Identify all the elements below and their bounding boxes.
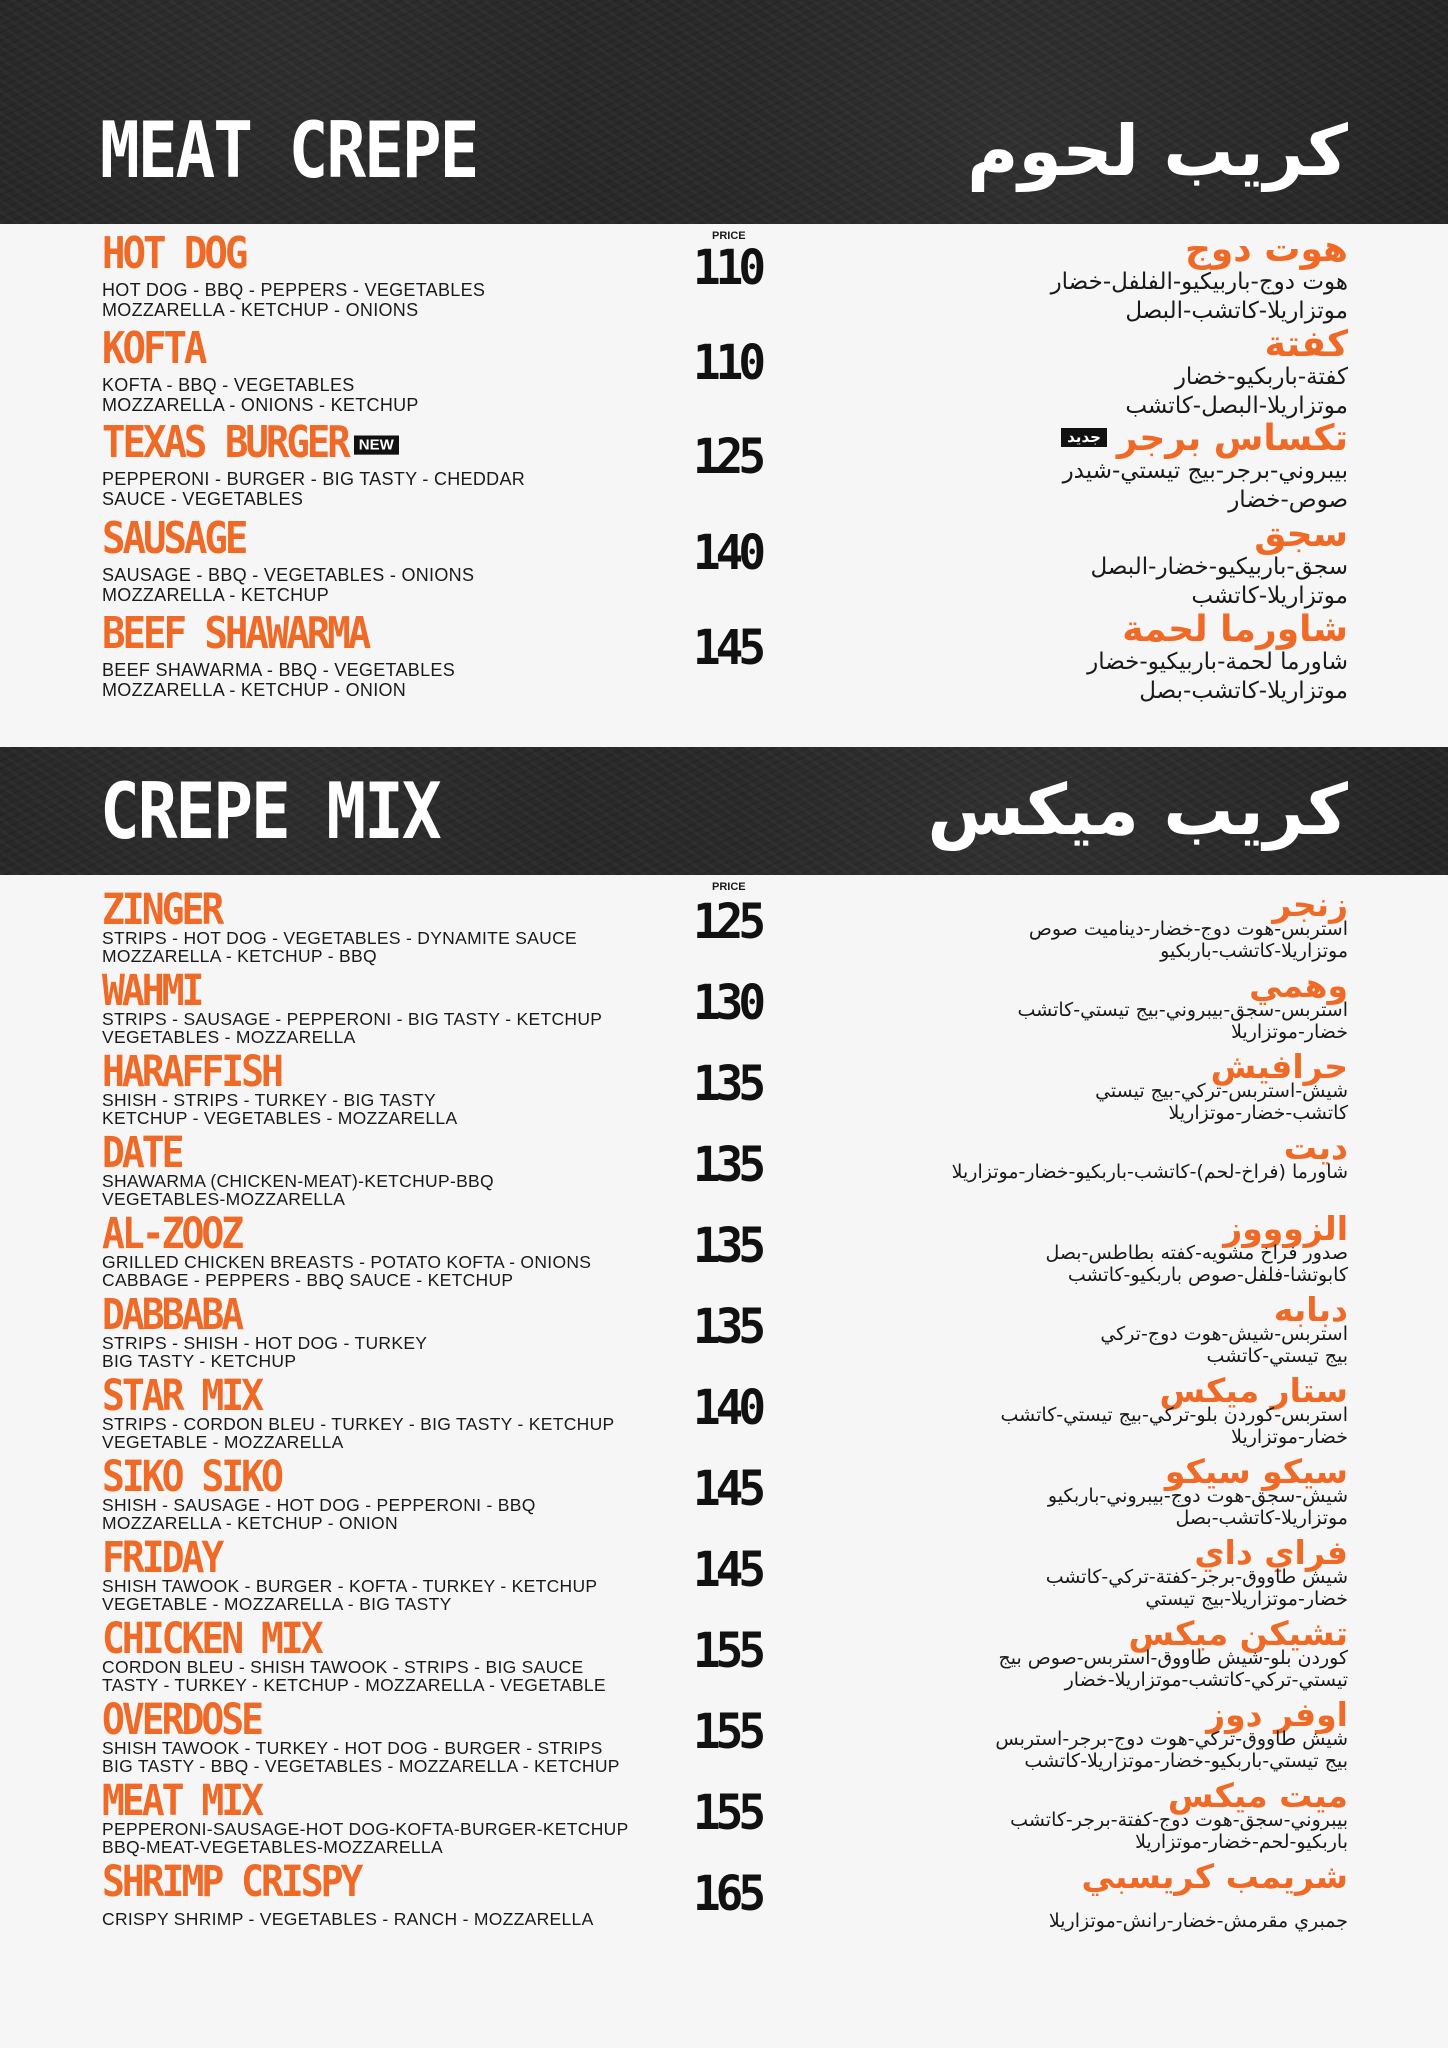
item-name-ar — [1273, 1290, 1348, 1329]
item-price: 110 — [692, 333, 762, 391]
item-name-en-text: SHRIMP CRISPY — [102, 1856, 361, 1906]
crepe-mix-header-band — [0, 747, 1448, 875]
item-name-en — [102, 1370, 262, 1420]
item-description-ar: استربس-هوت دوج-خضار-ديناميت صوص — [1028, 918, 1348, 940]
item-price: 135 — [692, 1135, 762, 1193]
item-price: 135 — [692, 1054, 762, 1112]
item-name-ar — [1194, 1533, 1348, 1572]
item-description-en: BBQ-MEAT-VEGETABLES-MOZZARELLA — [102, 1837, 443, 1857]
item-name-en — [102, 965, 202, 1015]
item-price: 140 — [692, 523, 762, 581]
item-price: 125 — [692, 892, 762, 950]
item-description-en: SHISH TAWOOK - BURGER - KOFTA - TURKEY - KETCHUP — [102, 1576, 598, 1596]
item-description-ar: سجق-باربيكيو-خضار-البصل — [1090, 554, 1348, 580]
item-description-en: MOZZARELLA - KETCHUP - BBQ — [102, 946, 377, 966]
item-price: 140 — [692, 1378, 762, 1436]
item-name-ar — [1061, 418, 1348, 459]
item-description-ar: هوت دوج-باربيكيو-الفلفل-خضار — [1050, 269, 1348, 295]
item-name-ar-text: حرافيش — [1210, 1047, 1348, 1086]
item-description-ar: استربس-كوردن بلو-تركي-بيج تيستي-كاتشب — [1000, 1404, 1348, 1426]
item-description-en: SAUSAGE - BBQ - VEGETABLES - ONIONS — [102, 565, 475, 585]
item-description-ar: شيش طاووق-تركي-هوت دوج-برجر-استربس — [995, 1728, 1348, 1750]
item-price: 110 — [692, 238, 762, 296]
item-description-ar: استربس-سجق-بيبروني-بيج تيستي-كاتشب — [1017, 999, 1348, 1021]
item-description-ar: استربس-شيش-هوت دوج-تركي — [1100, 1323, 1348, 1345]
meat-crepe-header-band — [0, 0, 1448, 224]
item-description-en: STRIPS - CORDON BLEU - TURKEY - BIG TASTY - KETCHUP — [102, 1414, 615, 1434]
item-description-ar: كوردن بلو-شيش طاووق-استربس-صوص بيج — [998, 1647, 1348, 1669]
item-description-ar: كفتة-باربكيو-خضار — [1174, 364, 1348, 390]
item-name-en-text: HOT DOG — [102, 228, 246, 280]
item-name-ar-text: الزوووز — [1223, 1209, 1348, 1248]
item-description-en: MOZZARELLA - KETCHUP — [102, 585, 330, 605]
item-description-ar: بيبروني-سجق-هوت دوج-كفتة-برجر-كاتشب — [1010, 1809, 1348, 1831]
item-name-ar-text: تشيكن ميكس — [1128, 1614, 1348, 1653]
item-name-en — [102, 228, 246, 280]
item-description-ar: شيش طاووق-برجر-كفتة-تركي-كاتشب — [1045, 1566, 1348, 1588]
item-price: 135 — [692, 1297, 762, 1355]
section-title-ar: كريب ميكس — [927, 769, 1348, 851]
item-description-en: MOZZARELLA - ONIONS - KETCHUP — [102, 395, 419, 415]
item-description-ar: شاورما لحمة-باربيكيو-خضار — [1087, 649, 1348, 675]
item-name-ar-text: فراي داي — [1194, 1533, 1348, 1572]
section-title-en: MEAT CREPE — [100, 105, 478, 196]
item-name-en — [102, 1613, 321, 1663]
item-name-ar — [1249, 966, 1348, 1005]
item-name-ar-text: سجق — [1254, 514, 1348, 555]
item-name-en — [102, 884, 222, 934]
item-description-ar: كاتشب-خضار-موتزاريلا — [1168, 1102, 1348, 1124]
item-name-ar-text: كفتة — [1264, 324, 1348, 365]
new-badge: NEW — [354, 436, 399, 455]
item-description-en: KETCHUP - VEGETABLES - MOZZARELLA — [102, 1108, 458, 1128]
item-price: 130 — [692, 973, 762, 1031]
item-name-en-text: BEEF SHAWARMA — [102, 608, 369, 660]
new-badge-ar: جديد — [1061, 428, 1107, 447]
item-description-en: MOZZARELLA - KETCHUP - ONION — [102, 1513, 398, 1533]
item-name-en-text: KOFTA — [102, 323, 205, 375]
item-description-en: BIG TASTY - BBQ - VEGETABLES - MOZZARELLA - KETCHUP — [102, 1756, 620, 1776]
item-description-en: STRIPS - SHISH - HOT DOG - TURKEY — [102, 1333, 428, 1353]
item-name-ar — [1264, 324, 1348, 365]
item-name-ar-text: زنجر — [1272, 885, 1348, 924]
item-name-en — [102, 323, 205, 375]
item-description-en: VEGETABLES-MOZZARELLA — [102, 1189, 346, 1209]
item-name-ar-text: شاورما لحمة — [1122, 609, 1348, 650]
item-description-en: PEPPERONI-SAUSAGE-HOT DOG-KOFTA-BURGER-KETCHUP — [102, 1819, 629, 1839]
item-name-ar-text: اوفر دوز — [1206, 1695, 1348, 1734]
item-description-en: HOT DOG - BBQ - PEPPERS - VEGETABLES — [102, 280, 486, 300]
price-column-header: PRICE — [712, 881, 746, 893]
item-name-en — [102, 1046, 281, 1096]
item-description-ar: موتزاريلا-كاتشب — [1191, 583, 1348, 609]
item-description-en: VEGETABLE - MOZZARELLA — [102, 1432, 344, 1452]
item-description-en: PEPPERONI - BURGER - BIG TASTY - CHEDDAR — [102, 469, 526, 489]
item-name-ar — [1159, 1371, 1348, 1410]
item-name-en-text: FRIDAY — [102, 1532, 222, 1582]
item-description-en: CRISPY SHRIMP - VEGETABLES - RANCH - MOZZARELLA — [102, 1909, 594, 1929]
item-name-ar-text: تكساس برجر — [1116, 418, 1348, 459]
item-description-en: CABBAGE - PEPPERS - BBQ SAUCE - KETCHUP — [102, 1270, 514, 1290]
item-name-ar — [1206, 1695, 1348, 1734]
item-price: 155 — [692, 1783, 762, 1841]
item-price: 145 — [692, 618, 762, 676]
item-description-ar: كابوتشا-فلفل-صوص باربكيو-كاتشب — [1067, 1264, 1348, 1286]
item-name-en-text: TEXAS BURGER — [102, 417, 348, 469]
item-description-en: MOZZARELLA - KETCHUP - ONIONS — [102, 300, 419, 320]
item-name-ar — [1283, 1128, 1348, 1167]
item-name-en — [102, 1856, 361, 1906]
item-name-ar-text: شريمب كريسبي — [1081, 1857, 1348, 1896]
item-name-ar-text: ديت — [1283, 1128, 1348, 1167]
item-name-ar — [1164, 1452, 1348, 1491]
item-name-en-text: AL-ZOOZ — [102, 1208, 242, 1258]
item-price: 145 — [692, 1459, 762, 1517]
item-description-en: SHISH - STRIPS - TURKEY - BIG TASTY — [102, 1090, 436, 1110]
item-description-en: VEGETABLE - MOZZARELLA - BIG TASTY — [102, 1594, 452, 1614]
item-description-en: SHISH TAWOOK - TURKEY - HOT DOG - BURGER - STRIPS — [102, 1738, 603, 1758]
item-name-ar-text: ستار ميكس — [1159, 1371, 1348, 1410]
item-name-ar — [1272, 885, 1348, 924]
item-name-en — [102, 1532, 222, 1582]
item-description-ar: موتزاريلا-البصل-كاتشب — [1125, 393, 1348, 419]
item-description-en: VEGETABLES - MOZZARELLA — [102, 1027, 356, 1047]
item-name-ar — [1210, 1047, 1348, 1086]
item-name-en-text: DATE — [102, 1127, 182, 1177]
item-description-en: SHISH - SAUSAGE - HOT DOG - PEPPERONI - BBQ — [102, 1495, 536, 1515]
item-name-en-text: HARAFFISH — [102, 1046, 281, 1096]
item-description-ar: صدور فراخ مشويه-كفته بطاطس-بصل — [1045, 1242, 1348, 1264]
item-name-ar-text: هوت دوج — [1184, 229, 1348, 270]
item-name-en-text: CHICKEN MIX — [102, 1613, 321, 1663]
item-name-en-text: STAR MIX — [102, 1370, 262, 1420]
item-name-en-text: MEAT MIX — [102, 1775, 262, 1825]
item-name-en — [102, 1451, 281, 1501]
item-description-ar: موتزاريلا-كاتشب-البصل — [1125, 298, 1348, 324]
item-name-en — [102, 1208, 242, 1258]
item-name-en-text: OVERDOSE — [102, 1694, 262, 1744]
item-name-en — [102, 608, 369, 660]
item-description-en: CORDON BLEU - SHISH TAWOOK - STRIPS - BIG SAUCE — [102, 1657, 584, 1677]
item-name-ar-text: سيكو سيكو — [1164, 1452, 1348, 1491]
item-description-ar: شيش-سجق-هوت دوج-بيبروني-باربكيو — [1047, 1485, 1348, 1507]
item-name-ar — [1081, 1857, 1348, 1896]
item-description-en: BEEF SHAWARMA - BBQ - VEGETABLES — [102, 660, 456, 680]
item-name-ar — [1254, 514, 1348, 555]
item-description-en: TASTY - TURKEY - KETCHUP - MOZZARELLA - VEGETABLE — [102, 1675, 606, 1695]
item-description-ar: جمبري مقرمش-خضار-رانش-موتزاريلا — [1048, 1910, 1348, 1932]
item-description-ar: صوص-خضار — [1228, 487, 1348, 513]
item-name-ar — [1122, 609, 1348, 650]
item-name-ar-text: وهمي — [1249, 966, 1348, 1005]
item-name-ar — [1167, 1776, 1348, 1815]
item-description-ar: تيستي-تركي-كاتشب-موتزاريلا-خضار — [1064, 1669, 1348, 1691]
item-description-ar: شاورما (فراخ-لحم)-كاتشب-باربكيو-خضار-موتزاريلا — [951, 1161, 1348, 1183]
item-description-ar: شيش-استربس-تركي-بيج تيستي — [1095, 1080, 1348, 1102]
item-price: 135 — [692, 1216, 762, 1274]
item-name-en — [102, 1775, 262, 1825]
item-name-en — [102, 1694, 262, 1744]
item-name-en-text: SIKO SIKO — [102, 1451, 281, 1501]
item-description-ar: خضار-موتزاريلا — [1231, 1021, 1348, 1043]
item-description-en: SAUCE - VEGETABLES — [102, 489, 304, 509]
item-name-ar-text: ميت ميكس — [1167, 1776, 1348, 1815]
item-description-ar: بيج تيستي-باربكيو-خضار-موتزاريلا-كاتشب — [1024, 1750, 1348, 1772]
item-price: 165 — [692, 1864, 762, 1922]
item-price: 155 — [692, 1702, 762, 1760]
item-description-ar: بيبروني-برجر-بيج تيستي-شيدر — [1062, 458, 1348, 484]
item-price: 145 — [692, 1540, 762, 1598]
item-name-en — [102, 1127, 182, 1177]
item-description-ar: خضار-موتزاريلا — [1231, 1426, 1348, 1448]
item-description-ar: بيج تيستي-كاتشب — [1206, 1345, 1348, 1367]
item-name-ar — [1184, 229, 1348, 270]
item-description-en: STRIPS - SAUSAGE - PEPPERONI - BIG TASTY - KETCHUP — [102, 1009, 603, 1029]
item-price: 155 — [692, 1621, 762, 1679]
item-description-ar: موتزاريلا-كاتشب-باربكيو — [1160, 940, 1348, 962]
item-price: 125 — [692, 427, 762, 485]
item-name-en-text: ZINGER — [102, 884, 222, 934]
item-description-en: KOFTA - BBQ - VEGETABLES — [102, 375, 355, 395]
item-name-en-text: SAUSAGE — [102, 513, 246, 565]
item-name-en — [102, 417, 399, 469]
item-name-en-text: DABBABA — [102, 1289, 242, 1339]
item-description-en: SHAWARMA (CHICKEN-MEAT)-KETCHUP-BBQ — [102, 1171, 494, 1191]
item-description-ar: موتزاريلا-كاتشب-بصل — [1139, 678, 1348, 704]
section-title-en: CREPE MIX — [100, 766, 440, 857]
item-name-en — [102, 1289, 242, 1339]
item-name-ar — [1223, 1209, 1348, 1248]
item-name-en-text: WAHMI — [102, 965, 202, 1015]
item-description-en: BIG TASTY - KETCHUP — [102, 1351, 297, 1371]
item-name-en — [102, 513, 246, 565]
item-description-en: STRIPS - HOT DOG - VEGETABLES - DYNAMITE SAUCE — [102, 928, 578, 948]
item-description-en: GRILLED CHICKEN BREASTS - POTATO KOFTA - ONIONS — [102, 1252, 592, 1272]
item-name-ar-text: دبابه — [1273, 1290, 1348, 1329]
section-title-ar: كريب لحوم — [967, 110, 1348, 192]
item-description-ar: خضار-موتزاريلا-بيج تيستي — [1145, 1588, 1348, 1610]
item-description-ar: باربكيو-لحم-خضار-موتزاريلا — [1135, 1831, 1348, 1853]
price-column-header: PRICE — [712, 230, 746, 242]
item-description-en: MOZZARELLA - KETCHUP - ONION — [102, 680, 407, 700]
item-name-ar — [1128, 1614, 1348, 1653]
item-description-ar: موتزاريلا-كاتشب-بصل — [1175, 1507, 1348, 1529]
